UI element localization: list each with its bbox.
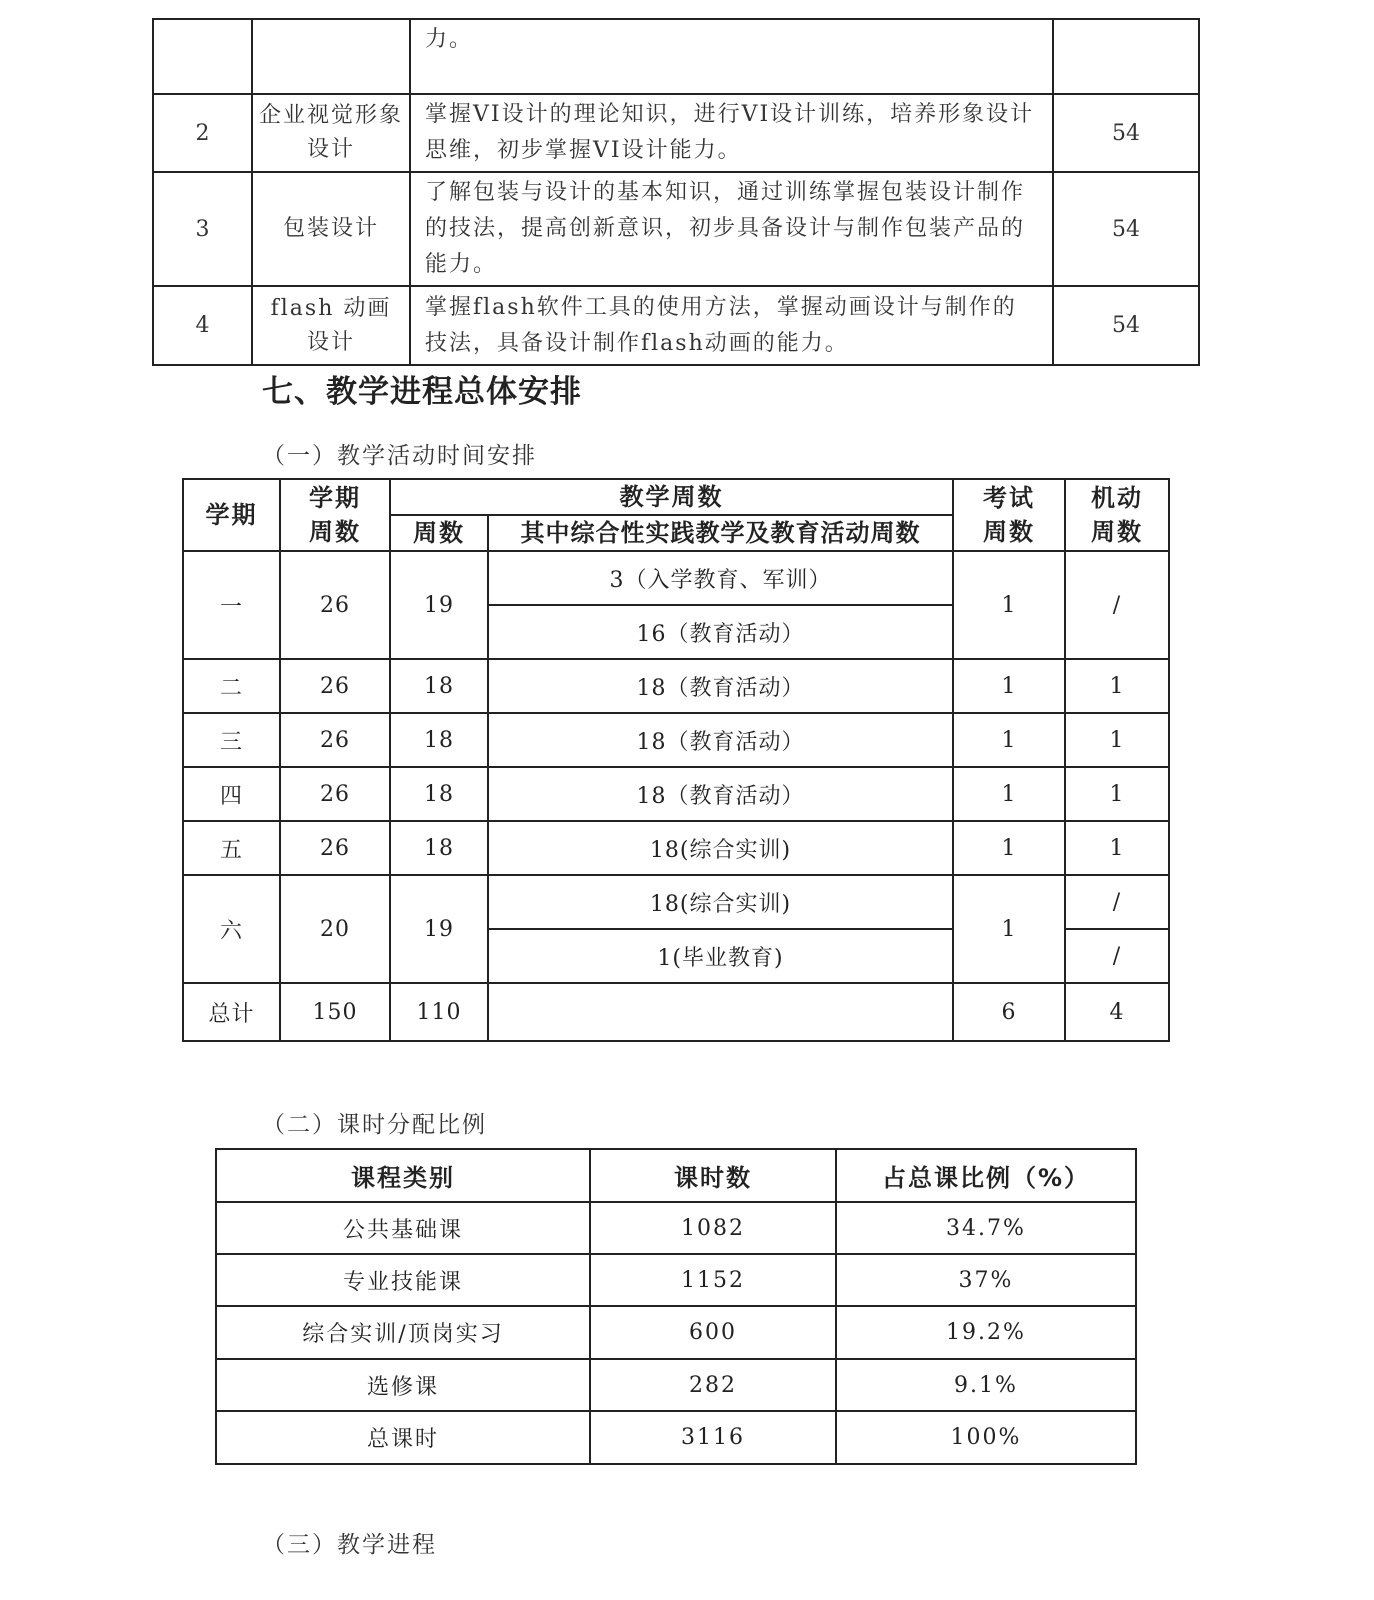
course-desc: 掌握flash软件工具的使用方法，掌握动画设计与制作的技法，具备设计制作flash动画的能力。 xyxy=(410,286,1053,365)
hours-cell: 600 xyxy=(590,1306,836,1359)
term-weeks-cell: 26 xyxy=(280,551,390,659)
activity-cell: 3（入学教育、军训） xyxy=(488,551,953,605)
ratio-cell: 19.2% xyxy=(836,1306,1136,1359)
hours-cell: 1082 xyxy=(590,1202,836,1254)
category-cell: 专业技能课 xyxy=(216,1254,590,1306)
course-name: 包装设计 xyxy=(252,172,410,286)
term-cell: 三 xyxy=(183,713,280,767)
flex-cell: / xyxy=(1065,875,1169,929)
activity-cell: 18(综合实训) xyxy=(488,875,953,929)
category-cell: 总课时 xyxy=(216,1411,590,1464)
header-flex-weeks: 机动周数 xyxy=(1065,479,1169,551)
flex-cell: 1 xyxy=(1065,821,1169,875)
course-hours xyxy=(1053,19,1199,94)
course-name: flash 动画设计 xyxy=(252,286,410,365)
activity-cell: 18(综合实训) xyxy=(488,821,953,875)
total-row xyxy=(183,983,1169,1041)
course-no xyxy=(153,19,252,94)
flex-cell: 4 xyxy=(1065,983,1169,1041)
header-teaching-weeks: 教学周数 xyxy=(390,479,953,515)
flex-cell: 1 xyxy=(1065,767,1169,821)
header-row xyxy=(183,479,1169,515)
course-hours: 54 xyxy=(1053,172,1199,286)
exam-cell: 1 xyxy=(953,821,1065,875)
header-practice-weeks: 其中综合性实践教学及教育活动周数 xyxy=(488,515,953,551)
course-name xyxy=(252,19,410,94)
hours-table xyxy=(215,1148,1137,1465)
activity-cell: 18（教育活动） xyxy=(488,659,953,713)
flex-cell: / xyxy=(1065,551,1169,659)
table-row xyxy=(216,1359,1136,1411)
header-term: 学期 xyxy=(183,479,280,551)
activity-cell: 1(毕业教育) xyxy=(488,929,953,983)
term-cell: 二 xyxy=(183,659,280,713)
table-row xyxy=(216,1202,1136,1254)
header-row xyxy=(216,1149,1136,1202)
header-exam-weeks: 考试周数 xyxy=(953,479,1065,551)
header-term-weeks: 学期周数 xyxy=(280,479,390,551)
exam-cell: 1 xyxy=(953,659,1065,713)
weeks-cell: 18 xyxy=(390,767,488,821)
weeks-cell: 18 xyxy=(390,659,488,713)
schedule-table xyxy=(182,478,1170,1042)
subsection-title-progress: （三）教学进程 xyxy=(262,1532,437,1558)
term-weeks-cell: 26 xyxy=(280,659,390,713)
activity-cell: 18（教育活动） xyxy=(488,767,953,821)
activity-cell: 16（教育活动） xyxy=(488,605,953,659)
term-weeks-cell: 26 xyxy=(280,767,390,821)
exam-cell: 1 xyxy=(953,767,1065,821)
term-cell: 四 xyxy=(183,767,280,821)
course-desc: 力。 xyxy=(410,19,1053,94)
header-weeks: 周数 xyxy=(390,515,488,551)
exam-cell: 6 xyxy=(953,983,1065,1041)
table-row xyxy=(183,767,1169,821)
weeks-cell: 18 xyxy=(390,821,488,875)
term-weeks-cell: 20 xyxy=(280,875,390,983)
course-no: 2 xyxy=(153,94,252,172)
table-row xyxy=(216,1306,1136,1359)
hours-cell: 3116 xyxy=(590,1411,836,1464)
category-cell: 公共基础课 xyxy=(216,1202,590,1254)
table-row xyxy=(153,172,1199,286)
course-desc: 了解包装与设计的基本知识，通过训练掌握包装设计制作的技法，提高创新意识，初步具备设计与制作包装产品的能力。 xyxy=(410,172,1053,286)
course-name: 企业视觉形象设计 xyxy=(252,94,410,172)
section-heading: 七、教学进程总体安排 xyxy=(262,374,582,410)
term-weeks-cell: 26 xyxy=(280,821,390,875)
weeks-cell: 110 xyxy=(390,983,488,1041)
term-cell: 总计 xyxy=(183,983,280,1041)
course-hours: 54 xyxy=(1053,286,1199,365)
table-row xyxy=(183,821,1169,875)
term-cell: 五 xyxy=(183,821,280,875)
activity-cell xyxy=(488,983,953,1041)
course-no: 3 xyxy=(153,172,252,286)
flex-cell: 1 xyxy=(1065,713,1169,767)
course-no: 4 xyxy=(153,286,252,365)
ratio-cell: 34.7% xyxy=(836,1202,1136,1254)
exam-cell: 1 xyxy=(953,713,1065,767)
subsection-title-hours: （二）课时分配比例 xyxy=(262,1112,487,1138)
subsection-title-schedule: （一）教学活动时间安排 xyxy=(262,443,537,469)
ratio-cell: 9.1% xyxy=(836,1359,1136,1411)
table-row xyxy=(183,551,1169,605)
table-row xyxy=(153,286,1199,365)
header-category: 课程类别 xyxy=(216,1149,590,1202)
hours-cell: 282 xyxy=(590,1359,836,1411)
ratio-cell: 100% xyxy=(836,1411,1136,1464)
weeks-cell: 19 xyxy=(390,875,488,983)
course-desc: 掌握VI设计的理论知识，进行VI设计训练，培养形象设计思维，初步掌握VI设计能力。 xyxy=(410,94,1053,172)
table-row xyxy=(183,713,1169,767)
table-row xyxy=(183,659,1169,713)
category-cell: 综合实训/顶岗实习 xyxy=(216,1306,590,1359)
table-row xyxy=(153,19,1199,94)
header-hours: 课时数 xyxy=(590,1149,836,1202)
term-cell: 六 xyxy=(183,875,280,983)
category-cell: 选修课 xyxy=(216,1359,590,1411)
hours-cell: 1152 xyxy=(590,1254,836,1306)
term-weeks-cell: 26 xyxy=(280,713,390,767)
table-row xyxy=(216,1254,1136,1306)
exam-cell: 1 xyxy=(953,551,1065,659)
table-row xyxy=(183,875,1169,929)
course-hours: 54 xyxy=(1053,94,1199,172)
term-weeks-cell: 150 xyxy=(280,983,390,1041)
course-table xyxy=(152,18,1200,366)
exam-cell: 1 xyxy=(953,875,1065,983)
header-ratio: 占总课比例（%） xyxy=(836,1149,1136,1202)
flex-cell: / xyxy=(1065,929,1169,983)
table-row xyxy=(153,94,1199,172)
weeks-cell: 19 xyxy=(390,551,488,659)
activity-cell: 18（教育活动） xyxy=(488,713,953,767)
weeks-cell: 18 xyxy=(390,713,488,767)
ratio-cell: 37% xyxy=(836,1254,1136,1306)
term-cell: 一 xyxy=(183,551,280,659)
table-row xyxy=(216,1411,1136,1464)
flex-cell: 1 xyxy=(1065,659,1169,713)
